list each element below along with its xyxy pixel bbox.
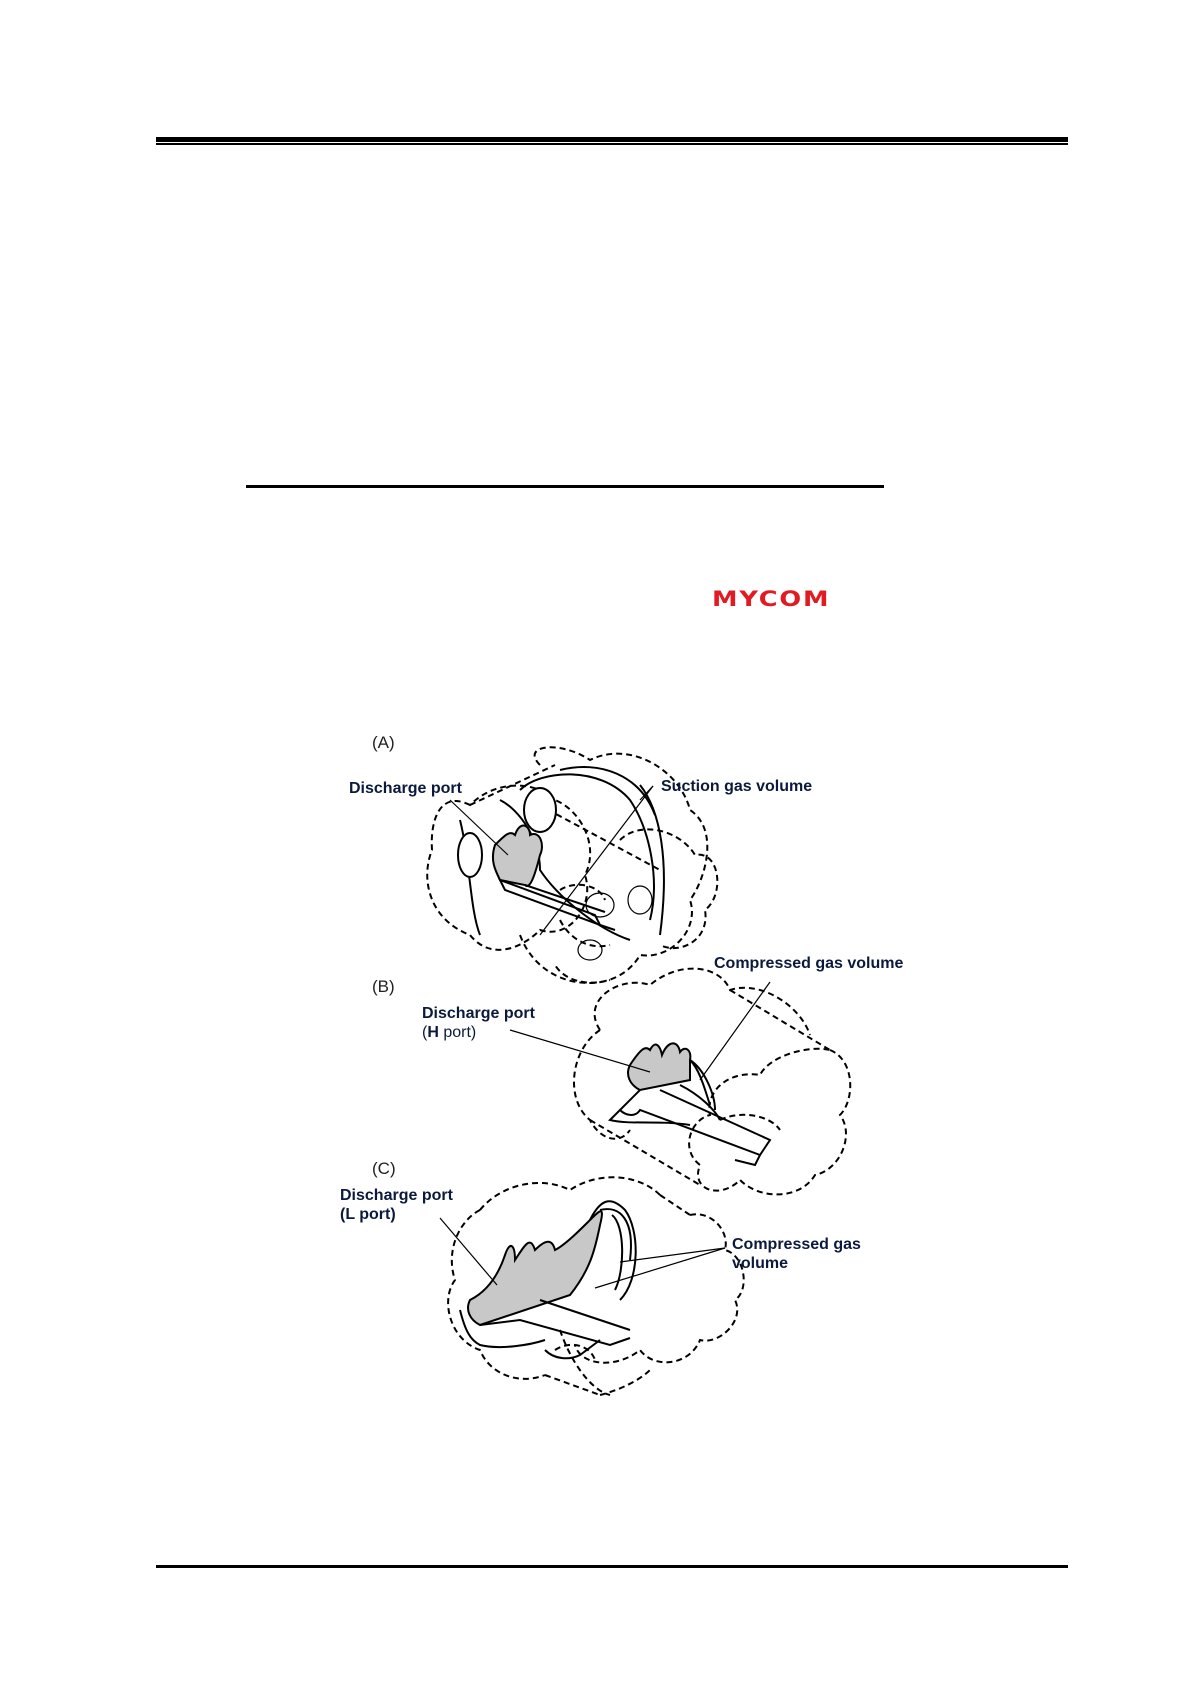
panel-c-compressed-gas-label: Compressed gas (732, 1236, 861, 1253)
panel-c-tag: (C) (372, 1159, 396, 1178)
panel-b-h-port-label (422, 1023, 476, 1042)
panel-a-suction-gas-volume-label: Suction gas volume (661, 778, 813, 795)
panel-c-drawing (440, 1177, 744, 1395)
panel-c-l-port-label: (L port) (340, 1206, 396, 1223)
h-port-letter: H (427, 1024, 439, 1041)
h-port-open-paren: ( (422, 1024, 428, 1041)
panel-c-volume-label: volume (732, 1255, 789, 1272)
footer-rule (156, 1565, 1068, 1568)
panel-c-discharge-port-label: Discharge port (340, 1187, 453, 1204)
panel-a-discharge-port-label: Discharge port (349, 780, 462, 797)
panel-a-tag: (A) (372, 733, 395, 752)
panel-b-discharge-port-label: Discharge port (422, 1005, 535, 1022)
panel-b-compressed-gas-volume-label: Compressed gas volume (714, 955, 904, 972)
panel-b-tag: (B) (372, 977, 395, 996)
mycom-logo: MYCOM (712, 587, 831, 611)
panel-b-drawing (510, 969, 850, 1195)
h-port-rest: port) (438, 1024, 477, 1041)
